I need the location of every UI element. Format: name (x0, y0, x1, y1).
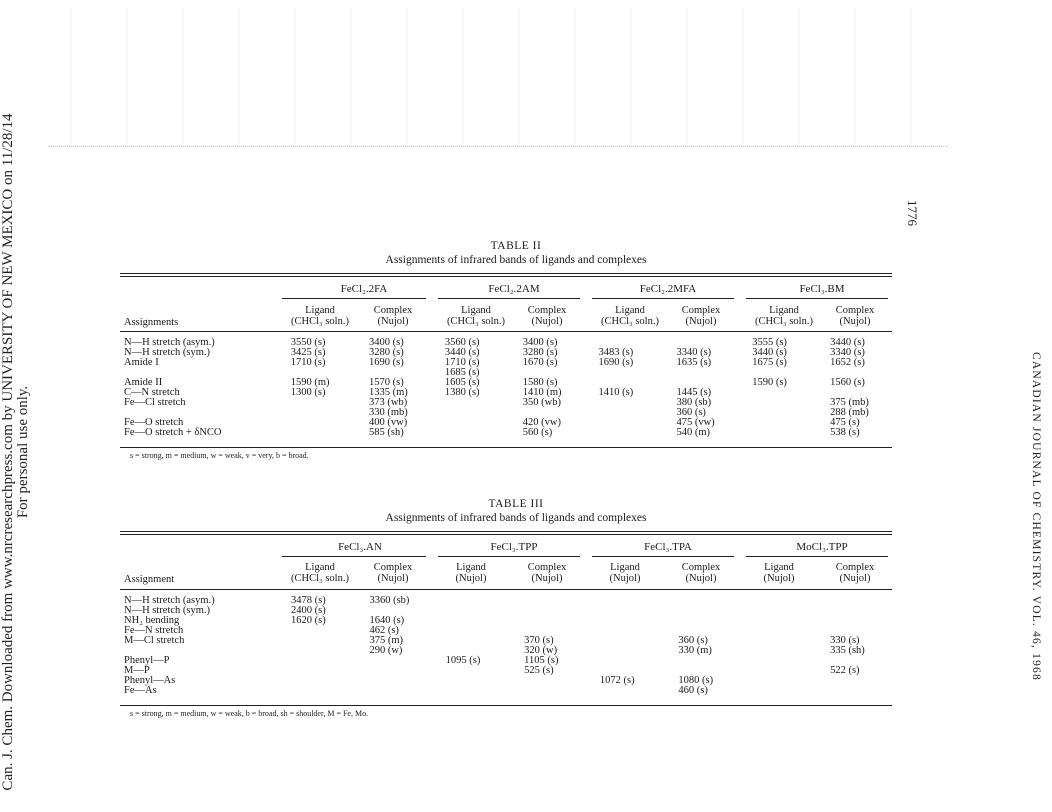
value-cell (740, 676, 830, 686)
table2-group-3: FeCl₂.2MFA (639, 283, 697, 295)
value-cell (277, 418, 369, 428)
value-cell: 360 (s) (676, 407, 706, 418)
assignment-cell: N—H stretch (sym.) (124, 605, 211, 616)
value-cell (678, 616, 740, 626)
table-row (120, 606, 892, 616)
assignment-cell: N—H stretch (sym.) (124, 347, 211, 358)
value-cell: 1570 (s) (369, 377, 404, 388)
value-cell (585, 398, 677, 408)
value-cell: 288 (mb) (830, 407, 869, 418)
assignment-cell: Phenyl—As (124, 675, 176, 686)
table2-ligand-head: Ligand (CHCl₃ soln.) (291, 305, 349, 327)
table3-group-rule (282, 556, 426, 557)
value-cell: 1300 (s) (290, 387, 326, 398)
scan-artifact (48, 8, 948, 148)
value-cell (740, 656, 830, 666)
value-cell (277, 686, 369, 696)
value-cell (678, 596, 740, 606)
table2-top-rule (120, 273, 892, 277)
value-cell (586, 636, 678, 646)
value-cell: 525 (s) (524, 665, 554, 676)
value-cell: 400 (vw) (369, 417, 408, 428)
value-cell (369, 666, 431, 676)
table-row (120, 358, 892, 368)
value-cell (277, 676, 369, 686)
table3-complex-head: Complex (Nujol) (373, 562, 413, 584)
value-cell: 1670 (s) (522, 357, 558, 368)
table3-bottom-rule (120, 705, 892, 706)
value-cell: 3440 (s) (752, 347, 787, 358)
table2-ligand-head: Ligand (CHCl₃ soln.) (447, 305, 505, 327)
page-number: 1776 (905, 200, 920, 226)
assignment-cell: Amide I (124, 357, 159, 368)
table2-group-rule (746, 298, 888, 299)
table2-subtitle: Assignments of infrared bands of ligands and complexes (385, 254, 647, 266)
value-cell: 380 (sb) (676, 397, 712, 408)
value-cell (524, 676, 586, 686)
watermark-line-1: Can. J. Chem. Downloaded from www.nrcresearchpress.com by UNIVERSITY OF NEW MEXICO on 11/28/14 (0, 113, 16, 791)
value-cell (369, 676, 431, 686)
value-cell (277, 646, 369, 656)
table3-top-rule (120, 531, 892, 535)
table2-complex-head: Complex (Nujol) (681, 305, 721, 327)
value-cell (432, 626, 524, 636)
value-cell (586, 656, 678, 666)
value-cell: 475 (s) (830, 417, 860, 428)
value-cell (830, 676, 892, 686)
table-row (120, 428, 892, 438)
value-cell: 1080 (s) (678, 675, 714, 686)
value-cell: 3280 (s) (369, 347, 404, 358)
value-cell: 1675 (s) (752, 357, 787, 368)
value-cell (586, 686, 678, 696)
table3-complex-head: Complex (Nujol) (527, 562, 567, 584)
assignment-cell: Fe—O stretch + δNCO (124, 427, 222, 438)
assignment-cell: C—N stretch (124, 387, 180, 398)
table3-body (120, 596, 892, 696)
table3-subtitle: Assignments of infrared bands of ligands and complexes (385, 512, 647, 524)
value-cell: 3340 (s) (676, 347, 712, 358)
table3-assignment-head: Assignment (124, 574, 175, 585)
value-cell: 375 (m) (369, 635, 403, 646)
table3-group-rule (438, 556, 580, 557)
value-cell: 3360 (sb) (369, 595, 410, 606)
value-cell: 1410 (s) (598, 387, 634, 398)
value-cell: 1652 (s) (830, 357, 865, 368)
value-cell: 1690 (s) (598, 357, 634, 368)
value-cell: 3555 (s) (752, 337, 787, 348)
table3-footnote: s = strong, m = medium, w = weak, b = broad, sh = shoulder, M = Fe, Mo. (130, 709, 369, 718)
value-cell: 1445 (s) (676, 387, 712, 398)
table2-complex-head: Complex (Nujol) (835, 305, 875, 327)
table2-caption (120, 239, 912, 267)
table-row (120, 408, 892, 418)
table2-footnote: s = strong, m = medium, w = weak, v = very, b = broad. (130, 451, 309, 460)
value-cell (432, 636, 524, 646)
value-cell (277, 666, 369, 676)
value-cell (738, 428, 830, 438)
value-cell: 1095 (s) (445, 655, 481, 666)
value-cell: 370 (s) (524, 635, 554, 646)
value-cell: 3340 (s) (830, 347, 865, 358)
table3-caption (120, 497, 912, 525)
value-cell (277, 408, 369, 418)
value-cell (586, 616, 678, 626)
value-cell (830, 606, 892, 616)
value-cell (369, 656, 431, 666)
value-cell (830, 686, 892, 696)
value-cell (432, 596, 524, 606)
value-cell (585, 368, 677, 378)
value-cell (740, 626, 830, 636)
value-cell: 2400 (s) (290, 605, 326, 616)
value-cell (586, 596, 678, 606)
value-cell (738, 408, 830, 418)
table2-group-rule (282, 298, 426, 299)
table2-group-rule (592, 298, 734, 299)
table3-title: TABLE III (488, 498, 544, 510)
table3-group-1: FeCl₃.AN (338, 541, 382, 553)
value-cell (524, 686, 586, 696)
value-cell (830, 596, 892, 606)
table3-complex-head: Complex (Nujol) (681, 562, 721, 584)
value-cell: 290 (w) (369, 645, 403, 656)
value-cell: 1690 (s) (369, 357, 404, 368)
assignment-cell: M—P (124, 665, 150, 676)
value-cell (524, 596, 586, 606)
value-cell: 1560 (s) (830, 377, 865, 388)
assignment-cell: N—H stretch (asym.) (124, 595, 215, 606)
value-cell: 375 (mb) (830, 397, 869, 408)
table2-group-rule (438, 298, 580, 299)
table-row (120, 676, 892, 686)
value-cell (586, 606, 678, 616)
value-cell (277, 428, 369, 438)
value-cell: 1635 (s) (676, 357, 712, 368)
value-cell: 3440 (s) (830, 337, 865, 348)
value-cell: 585 (sh) (369, 427, 404, 438)
assignment-cell: NH₂ bending (124, 615, 180, 626)
table2-bottom-rule (120, 447, 892, 448)
assignment-cell: Fe—N stretch (124, 625, 184, 636)
value-cell: 3550 (s) (290, 337, 326, 348)
scan-artifact-line (48, 146, 948, 147)
value-cell (740, 606, 830, 616)
table3-ligand-head: Ligand (Nujol) (609, 562, 641, 584)
value-cell (585, 418, 677, 428)
value-cell (277, 626, 369, 636)
table3-complex-head: Complex (Nujol) (835, 562, 875, 584)
table2-complex-head: Complex (Nujol) (373, 305, 413, 327)
value-cell: 3425 (s) (290, 347, 326, 358)
table2-ligand-head: Ligand (CHCl₃ soln.) (601, 305, 659, 327)
value-cell: 3483 (s) (598, 347, 634, 358)
value-cell: 1710 (s) (290, 357, 326, 368)
table2-group-1: FeCl₂.2FA (340, 283, 388, 295)
value-cell (585, 428, 677, 438)
value-cell (740, 616, 830, 626)
table-row (120, 636, 892, 646)
table-row (120, 646, 892, 656)
table3-group-3: FeCl₃.TPA (644, 541, 692, 553)
value-cell: 538 (s) (830, 427, 860, 438)
table2-body (120, 338, 892, 438)
value-cell (369, 686, 431, 696)
value-cell: 540 (m) (676, 427, 710, 438)
value-cell (432, 616, 524, 626)
value-cell (431, 398, 523, 408)
table2-header-rule (120, 331, 892, 332)
value-cell: 1605 (s) (444, 377, 480, 388)
value-cell (432, 606, 524, 616)
value-cell: 320 (w) (524, 645, 558, 656)
value-cell: 3280 (s) (522, 347, 558, 358)
table-row (120, 626, 892, 636)
value-cell: 3478 (s) (290, 595, 326, 606)
assignment-cell: N—H stretch (asym.) (124, 337, 215, 348)
value-cell: 1072 (s) (599, 675, 635, 686)
value-cell (277, 656, 369, 666)
value-cell: 1380 (s) (444, 387, 480, 398)
value-cell (524, 616, 586, 626)
value-cell (678, 606, 740, 616)
table-row (120, 398, 892, 408)
assignment-cell: Amide II (124, 377, 163, 388)
table-row (120, 686, 892, 696)
value-cell (740, 636, 830, 646)
value-cell (432, 686, 524, 696)
value-cell (277, 398, 369, 408)
value-cell: 3400 (s) (522, 337, 558, 348)
value-cell: 462 (s) (369, 625, 399, 636)
table3-group-4: MoCl₃.TPP (796, 541, 848, 553)
value-cell: 522 (s) (830, 665, 860, 676)
value-cell: 330 (s) (830, 635, 860, 646)
table-row (120, 378, 892, 388)
table-row (120, 596, 892, 606)
value-cell: 1710 (s) (444, 357, 480, 368)
table2-title: TABLE II (490, 240, 542, 252)
assignment-cell: Fe—As (124, 685, 157, 696)
value-cell: 1590 (m) (290, 377, 330, 388)
table3-ligand-head: Ligand (CHCl₃ soln.) (291, 562, 349, 584)
value-cell: 420 (vw) (522, 417, 561, 428)
table3-ligand-head: Ligand (Nujol) (455, 562, 487, 584)
value-cell: 1580 (s) (522, 377, 558, 388)
value-cell: 1410 (m) (522, 387, 562, 398)
table3-header-rule (120, 589, 892, 590)
running-head: CANADIAN JOURNAL OF CHEMISTRY. VOL. 46, 1968 (1030, 352, 1042, 681)
table3-group-rule (746, 556, 888, 557)
value-cell: 1335 (m) (369, 387, 408, 398)
table3-group-rule (592, 556, 734, 557)
download-watermark (1, 92, 31, 812)
table-row (120, 616, 892, 626)
value-cell (740, 596, 830, 606)
table2-ligand-head: Ligand (CHCl₃ soln.) (755, 305, 813, 327)
value-cell (740, 686, 830, 696)
table-row (120, 666, 892, 676)
value-cell: 335 (sh) (830, 645, 865, 656)
value-cell (738, 388, 830, 398)
value-cell (740, 646, 830, 656)
assignment-cell: Fe—O stretch (124, 417, 184, 428)
table3-ligand-head: Ligand (Nujol) (763, 562, 795, 584)
value-cell (431, 428, 523, 438)
value-cell (431, 408, 523, 418)
value-cell: 330 (m) (678, 645, 712, 656)
table-row (120, 388, 892, 398)
table2-group-2: FeCl₂.2AM (488, 283, 540, 295)
value-cell (738, 398, 830, 408)
value-cell (676, 368, 738, 378)
table2-group-4: FeCl₃.BM (799, 283, 845, 295)
value-cell: 3400 (s) (369, 337, 404, 348)
table-row (120, 656, 892, 666)
value-cell: 360 (s) (678, 635, 708, 646)
value-cell (586, 626, 678, 636)
value-cell: 1620 (s) (290, 615, 326, 626)
table2-assignments-head: Assignments (124, 317, 179, 328)
value-cell: 475 (vw) (676, 417, 715, 428)
value-cell: 460 (s) (678, 685, 708, 696)
table3-group-2: FeCl₃.TPP (490, 541, 538, 553)
watermark-line-2: For personal use only. (15, 385, 31, 519)
value-cell (740, 666, 830, 676)
value-cell: 560 (s) (522, 427, 553, 438)
value-cell (432, 666, 524, 676)
value-cell: 3560 (s) (444, 337, 480, 348)
value-cell: 350 (wb) (522, 397, 561, 408)
value-cell (830, 616, 892, 626)
value-cell: 1640 (s) (369, 615, 405, 626)
assignment-cell: Fe—Cl stretch (124, 397, 186, 408)
value-cell (524, 606, 586, 616)
value-cell (277, 636, 369, 646)
value-cell (585, 408, 677, 418)
assignment-cell: Phenyl—P (124, 655, 170, 666)
value-cell: 330 (mb) (369, 407, 408, 418)
value-cell: 3440 (s) (444, 347, 480, 358)
value-cell: 1105 (s) (524, 655, 559, 666)
table-row (120, 418, 892, 428)
table2-complex-head: Complex (Nujol) (527, 305, 567, 327)
value-cell (738, 418, 830, 428)
value-cell: 1590 (s) (752, 377, 787, 388)
value-cell: 373 (wb) (369, 397, 408, 408)
value-cell (431, 418, 523, 428)
value-cell (586, 646, 678, 656)
assignment-cell: M—Cl stretch (124, 635, 185, 646)
value-cell: 1685 (s) (444, 367, 480, 378)
value-cell (678, 656, 740, 666)
value-cell (432, 676, 524, 686)
